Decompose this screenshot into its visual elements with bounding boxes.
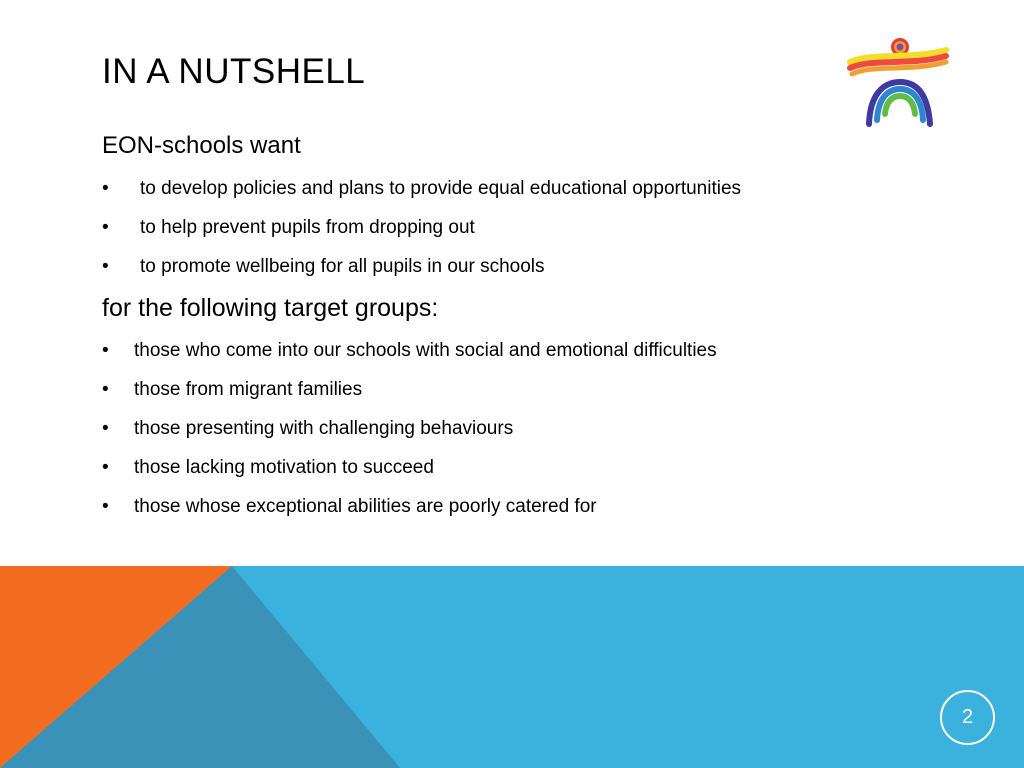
target-group-text: those lacking motivation to succeed — [134, 457, 434, 478]
intro-heading: EON-schools want — [102, 132, 301, 159]
goal-text: to promote wellbeing for all pupils in our schools — [140, 256, 545, 277]
target-groups-heading: for the following target groups: — [102, 294, 439, 322]
bullet-icon: • — [102, 340, 109, 361]
bullet-icon: • — [102, 178, 109, 199]
target-group-text: those who come into our schools with social and emotional difficulties — [134, 340, 717, 361]
bullet-icon: • — [102, 217, 109, 238]
target-group-text: those from migrant families — [134, 379, 363, 400]
bullet-icon: • — [102, 379, 109, 400]
rainbow-figure-logo-icon — [842, 34, 954, 130]
bullet-icon: • — [102, 418, 109, 439]
target-group-text: those presenting with challenging behaviours — [134, 418, 514, 439]
page-number: 2 — [940, 690, 995, 745]
goal-text: to help prevent pupils from dropping out — [140, 217, 475, 238]
slide-title: IN A NUTSHELL — [102, 52, 366, 91]
footer-band — [0, 566, 1024, 768]
target-group-text: those whose exceptional abilities are poorly catered for — [134, 496, 597, 517]
bullet-icon: • — [102, 496, 109, 517]
goal-text: to develop policies and plans to provide equal educational opportunities — [140, 178, 742, 199]
bullet-icon: • — [102, 256, 109, 277]
bullet-icon: • — [102, 457, 109, 478]
